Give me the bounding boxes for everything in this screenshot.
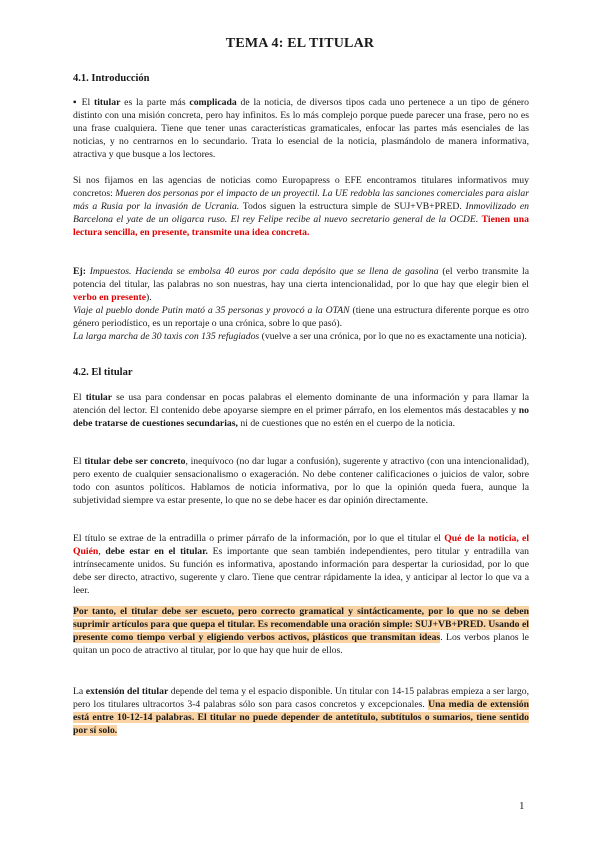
paragraph-uso-titular: El titular se usa para condensar en pocas palabras el elemento dominante de una información y para llamar la atención del lector. El contenido debe apoyarse siempre en el primer párrafo, en los elementos más destacables y no debe tratarse de cuestiones secundarias, ni de cuestiones que no estén en el cuerpo de la noticia. bbox=[73, 392, 530, 429]
section-heading-el-titular: 4.2. El titular bbox=[73, 367, 133, 378]
paragraph-intro-titular: ▪ El titular es la parte más complicada de la noticia, de diversos tipos cada uno pertenece a un tipo de género distinto con una misión concreta, pero hay infinitos. Es lo más complejo porque puede parecer una frase, pero no es una frase cualquiera. Tiene que tener unas características gramaticales, enfocar las partes más esenciales de las noticias, y no centrarnos en lo secundario. Trata lo esencial de la noticia, plasmándolo de manera informativa, atractiva y que busque a los lectores. bbox=[73, 97, 529, 160]
paragraph-agencias: Si nos fijamos en las agencias de noticias como Europapress o EFE encontramos titulares informativos muy concretos: Mueren dos personas por el impacto de un proyectil. La UE redobla las sanciones comerciales para aislar más a Rusia por la invasión de Ucrania. Todos siguen la estructura simple de SUJ+VB+PRED. Inmovilizado en Barcelona el yate de un oligarca ruso. El rey Felipe recibe al nuevo secretario general de la OCDE. Tienen una lectura sencilla, en presente, transmite una idea concreta. bbox=[73, 175, 529, 238]
paragraph-titular-concreto: El titular debe ser concreto, inequívoco (no dar lugar a confusión), sugerente y atractivo (con una intencionalidad), pero exento de cualquier sensacionalismo o exageración. No debe contener calificaciones o juicios de valor, sobre todo con asuntos políticos. Hablamos de noticia informativa, por lo que la opinión queda fuera, aunque la subjetividad siempre va estar presente, lo que no se debe hacer es dar opinión directamente. bbox=[73, 456, 530, 506]
document-title: TEMA 4: EL TITULAR bbox=[225, 36, 375, 51]
highlighted-text: Por tanto, el titular debe ser escueto, pero correcto gramatical y sintácticamente, por lo que no se deben suprimir artículos para que quepa el titular. Es recomendable una oración simple: SUJ+VB+PRED. Usando el presente como tiempo verbal y eligiendo verbos activos, plásticos que transmitan ideas bbox=[73, 606, 529, 643]
paragraph-extension: La extensión del titular depende del tema y el espacio disponible. Un titular con 14-15 palabras empieza a ser largo, pero los titulares ultracortos 3-4 palabras sólo son para casos concretos y excepcionales. Una media de extensión está entre 10-12-14 palabras. El titular no puede depender de antetítulo, subtítulos o sumarios, tiene sentido por sí solo. bbox=[73, 686, 529, 736]
paragraph-entradilla: El título se extrae de la entradilla o primer párrafo de la información, por lo que el titular el Qué de la noticia, el Quién, debe estar en el titular. Es importante que sean también independientes, pero titular y entradilla van intrínsecamente unidos. Su función es informativa, apostando información para despertar la curiosidad, por lo que debe ser directo, atractivo, sugerente y claro. Tiene que centrar rápidamente la idea, y anticipar al lector lo que va a leer. bbox=[73, 533, 530, 596]
section-heading-introduccion: 4.1. Introducción bbox=[73, 73, 150, 84]
bullet-icon: ▪ bbox=[73, 97, 78, 108]
paragraph-ejemplos: Ej: Impuestos. Hacienda se embolsa 40 euros por cada depósito que se llena de gasolina (el verbo transmite la potencia del titular, las palabras no son nuestras, hay una cierta intencionalidad, por lo que hay que elegir bien el verbo en presente). Viaje al pueblo donde Putin mató a 35 personas y provocó a la OTAN (tiene una estructura diferente porque es otro género periodístico, es un reportaje o una crónica, sobre lo que pasó). La larga marcha de 30 taxis con 135 refugiados (vuelve a ser una crónica, por lo que no es exactamente una noticia). bbox=[73, 266, 529, 342]
paragraph-titular-escueto: Por tanto, el titular debe ser escueto, pero correcto gramatical y sintácticamente, por lo que no se deben suprimir artículos para que quepa el titular. Es recomendable una oración simple: SUJ+VB+PRED. Usando el presente como tiempo verbal y eligiendo verbos activos, plásticos que transmitan ideas. Los verbos planos le quitan un poco de atractivo al titular, por lo que hay que huir de ellos. bbox=[73, 606, 529, 656]
page-number: 1 bbox=[519, 800, 525, 812]
highlighted-text: Una media de extensión está entre 10-12-14 palabras. El titular no puede depender de antetítulo, subtítulos o sumarios, tiene sentido por sí solo. bbox=[73, 698, 529, 736]
